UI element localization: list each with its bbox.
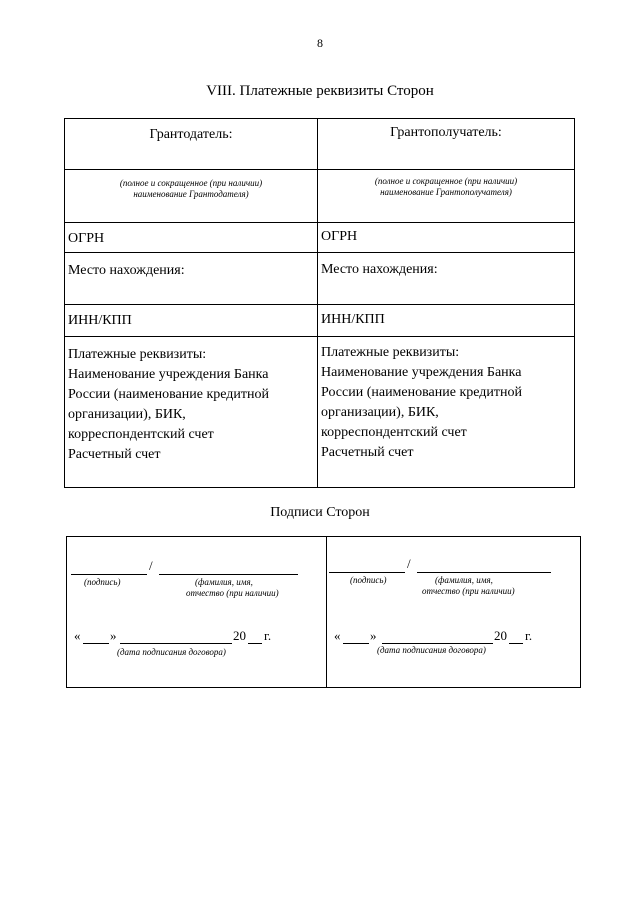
slash: / xyxy=(149,558,153,573)
grantee-location: Место нахождения: xyxy=(321,262,438,277)
grantor-header: Грантодатель: xyxy=(149,127,233,142)
year-line xyxy=(248,643,262,644)
date-label: (дата подписания договора) xyxy=(117,647,226,657)
payment-line: Расчетный счет xyxy=(68,447,161,462)
grantor-note-line1: (полное и сокращенное (при наличии) xyxy=(119,178,263,188)
payment-line: Наименование учреждения Банка xyxy=(68,367,269,382)
fio-label-line2: отчество (при наличии) xyxy=(186,588,279,598)
grantee-note xyxy=(318,176,574,198)
row-divider xyxy=(65,252,574,253)
payment-line: корреспондентский счет xyxy=(321,425,467,440)
grantee-ogrn: ОГРН xyxy=(321,229,358,244)
requisites-table xyxy=(64,118,575,488)
column-divider xyxy=(317,119,318,487)
quote-close: » xyxy=(370,628,377,643)
grantee-inn-kpp: ИНН/КПП xyxy=(321,312,385,327)
payment-line: России (наименование кредитной xyxy=(321,385,523,400)
grantor-location: Место нахождения: xyxy=(68,263,185,278)
column-divider xyxy=(326,537,327,687)
row-divider xyxy=(65,169,574,170)
signature-label: (подпись) xyxy=(350,575,387,585)
page-number: 8 xyxy=(317,36,323,50)
payment-line: России (наименование кредитной xyxy=(68,387,270,402)
slash: / xyxy=(407,556,411,571)
payment-line: корреспондентский счет xyxy=(68,427,214,442)
quote-open: « xyxy=(74,628,81,643)
year-line xyxy=(509,643,523,644)
payment-line: Платежные реквизиты: xyxy=(321,345,460,360)
day-line xyxy=(343,643,369,644)
signatures-table xyxy=(66,536,581,688)
year-prefix: 20 xyxy=(494,628,507,643)
date-label: (дата подписания договора) xyxy=(377,645,486,655)
fio-label-line2: отчество (при наличии) xyxy=(422,586,515,596)
payment-line: организации), БИК, xyxy=(321,405,439,420)
day-line xyxy=(83,643,109,644)
month-line xyxy=(120,643,232,644)
quote-open: « xyxy=(334,628,341,643)
name-line xyxy=(417,572,551,573)
year-prefix: 20 xyxy=(233,628,246,643)
payment-line: Расчетный счет xyxy=(321,445,414,460)
fio-label-line1: (фамилия, имя, xyxy=(435,575,493,585)
payment-line: Наименование учреждения Банка xyxy=(321,365,522,380)
grantor-payment-details xyxy=(68,345,316,465)
signature-line xyxy=(329,572,405,573)
section-title: VIII. Платежные реквизиты Сторон xyxy=(206,83,434,99)
grantee-note-line2: наименование Грантополучателя) xyxy=(380,187,512,197)
signature-label: (подпись) xyxy=(84,577,121,587)
payment-line: Платежные реквизиты: xyxy=(68,347,207,362)
name-line xyxy=(159,574,298,575)
fio-label-line1: (фамилия, имя, xyxy=(195,577,253,587)
signature-line xyxy=(71,574,147,575)
year-suffix: г. xyxy=(525,628,533,643)
row-divider xyxy=(65,336,574,337)
grantee-header: Грантополучатель: xyxy=(390,125,502,140)
grantor-note-line2: наименование Грантодателя) xyxy=(133,189,249,199)
grantor-ogrn: ОГРН xyxy=(68,231,105,246)
payment-line: организации), БИК, xyxy=(68,407,186,422)
grantee-payment-details xyxy=(321,343,573,463)
row-divider xyxy=(65,304,574,305)
grantee-note-line1: (полное и сокращенное (при наличии) xyxy=(374,176,518,186)
month-line xyxy=(382,643,493,644)
quote-close: » xyxy=(110,628,117,643)
grantor-note xyxy=(65,178,317,200)
signatures-title: Подписи Сторон xyxy=(270,505,370,520)
row-divider xyxy=(65,222,574,223)
year-suffix: г. xyxy=(264,628,272,643)
grantor-inn-kpp: ИНН/КПП xyxy=(68,313,132,328)
